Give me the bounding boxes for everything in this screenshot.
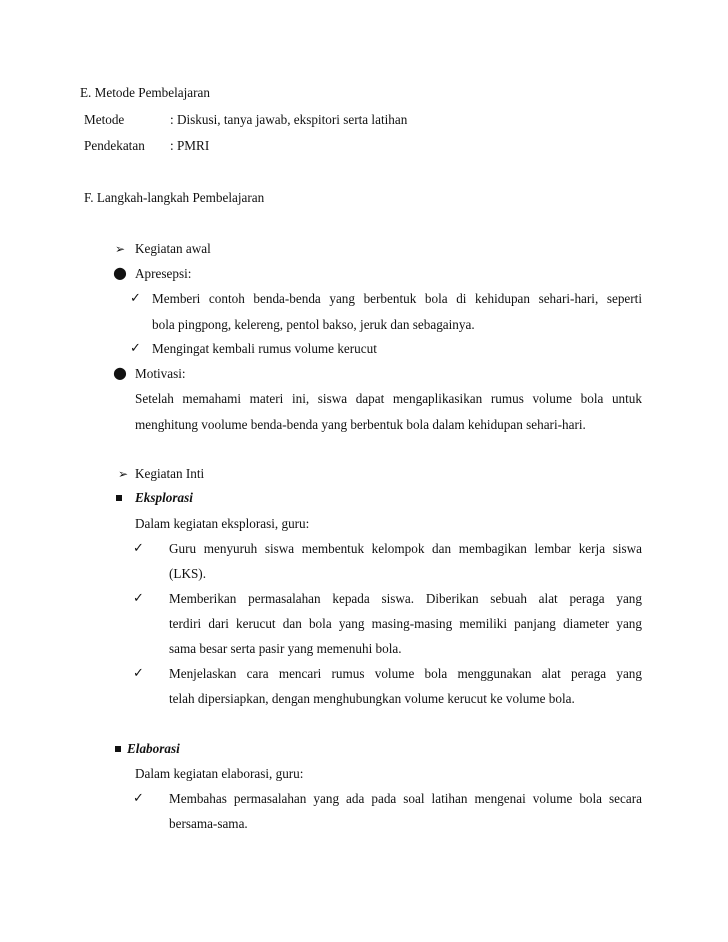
pendekatan-label: Pendekatan [84,138,145,153]
checkmark-bullet-icon: ✓ [130,341,141,356]
eksplorasi-item-3-line-2: telah dipersiapkan, dengan menghubungkan volume kerucut ke volume bola. [169,691,575,706]
arrow-right-bullet-icon: ➢ [118,467,129,481]
metode-label: Metode [84,112,125,127]
elaborasi-intro: Dalam kegiatan elaborasi, guru: [135,766,304,781]
pendekatan-value: : PMRI [170,138,210,153]
eksplorasi-label: Eksplorasi [135,490,193,505]
square-bullet-icon [115,746,121,752]
arrow-right-bullet-icon: ➢ [115,242,126,256]
checkmark-bullet-icon: ✓ [133,666,144,681]
eksplorasi-item-2-line-1: Memberikan permasalahan kepada siswa. Diberikan sebuah alat peraga yang [169,591,642,606]
section-e-heading: E. Metode Pembelajaran [80,85,210,100]
eksplorasi-item-2-line-2: terdiri dari kerucut dan bola yang masing-masing memiliki panjang diameter yang [169,616,642,631]
eksplorasi-item-1-line-2: (LKS). [169,566,206,581]
apresepsi-label: Apresepsi: [135,266,192,281]
eksplorasi-item-2-line-3: sama besar serta pasir yang memenuhi bola. [169,641,402,656]
checkmark-bullet-icon: ✓ [133,791,144,806]
apresepsi-item-2: Mengingat kembali rumus volume kerucut [152,341,377,356]
metode-value: : Diskusi, tanya jawab, ekspitori serta latihan [170,112,408,127]
motivasi-label: Motivasi: [135,366,186,381]
eksplorasi-item-1-line-1: Guru menyuruh siswa membentuk kelompok dan membagikan lembar kerja siswa [169,541,642,556]
apresepsi-item-1-line-1: Memberi contoh benda-benda yang berbentuk bola di kehidupan sehari-hari, seperti [152,291,642,306]
motivasi-line-2: menghitung voolume benda-benda yang berbentuk bola dalam kehidupan sehari-hari. [135,417,586,432]
eksplorasi-intro: Dalam kegiatan eksplorasi, guru: [135,516,310,531]
round-bullet-icon: ● [113,363,127,382]
checkmark-bullet-icon: ✓ [133,591,144,606]
apresepsi-item-1-line-2: bola pingpong, kelereng, pentol bakso, jeruk dan sebagainya. [152,317,475,332]
checkmark-bullet-icon: ✓ [133,541,144,556]
checkmark-bullet-icon: ✓ [130,291,141,306]
round-bullet-icon: ● [113,263,127,282]
eksplorasi-item-3-line-1: Menjelaskan cara mencari rumus volume bola menggunakan alat peraga yang [169,666,642,681]
elaborasi-label: Elaborasi [127,741,180,756]
section-f-heading: F. Langkah-langkah Pembelajaran [84,190,265,205]
kegiatan-inti-heading: Kegiatan Inti [135,466,205,481]
square-bullet-icon [116,495,122,501]
kegiatan-awal-heading: Kegiatan awal [135,241,211,256]
motivasi-line-1: Setelah memahami materi ini, siswa dapat mengaplikasikan rumus volume bola untuk [135,391,642,406]
elaborasi-item-1-line-2: bersama-sama. [169,816,248,831]
elaborasi-item-1-line-1: Membahas permasalahan yang ada pada soal latihan mengenai volume bola secara [169,791,642,806]
